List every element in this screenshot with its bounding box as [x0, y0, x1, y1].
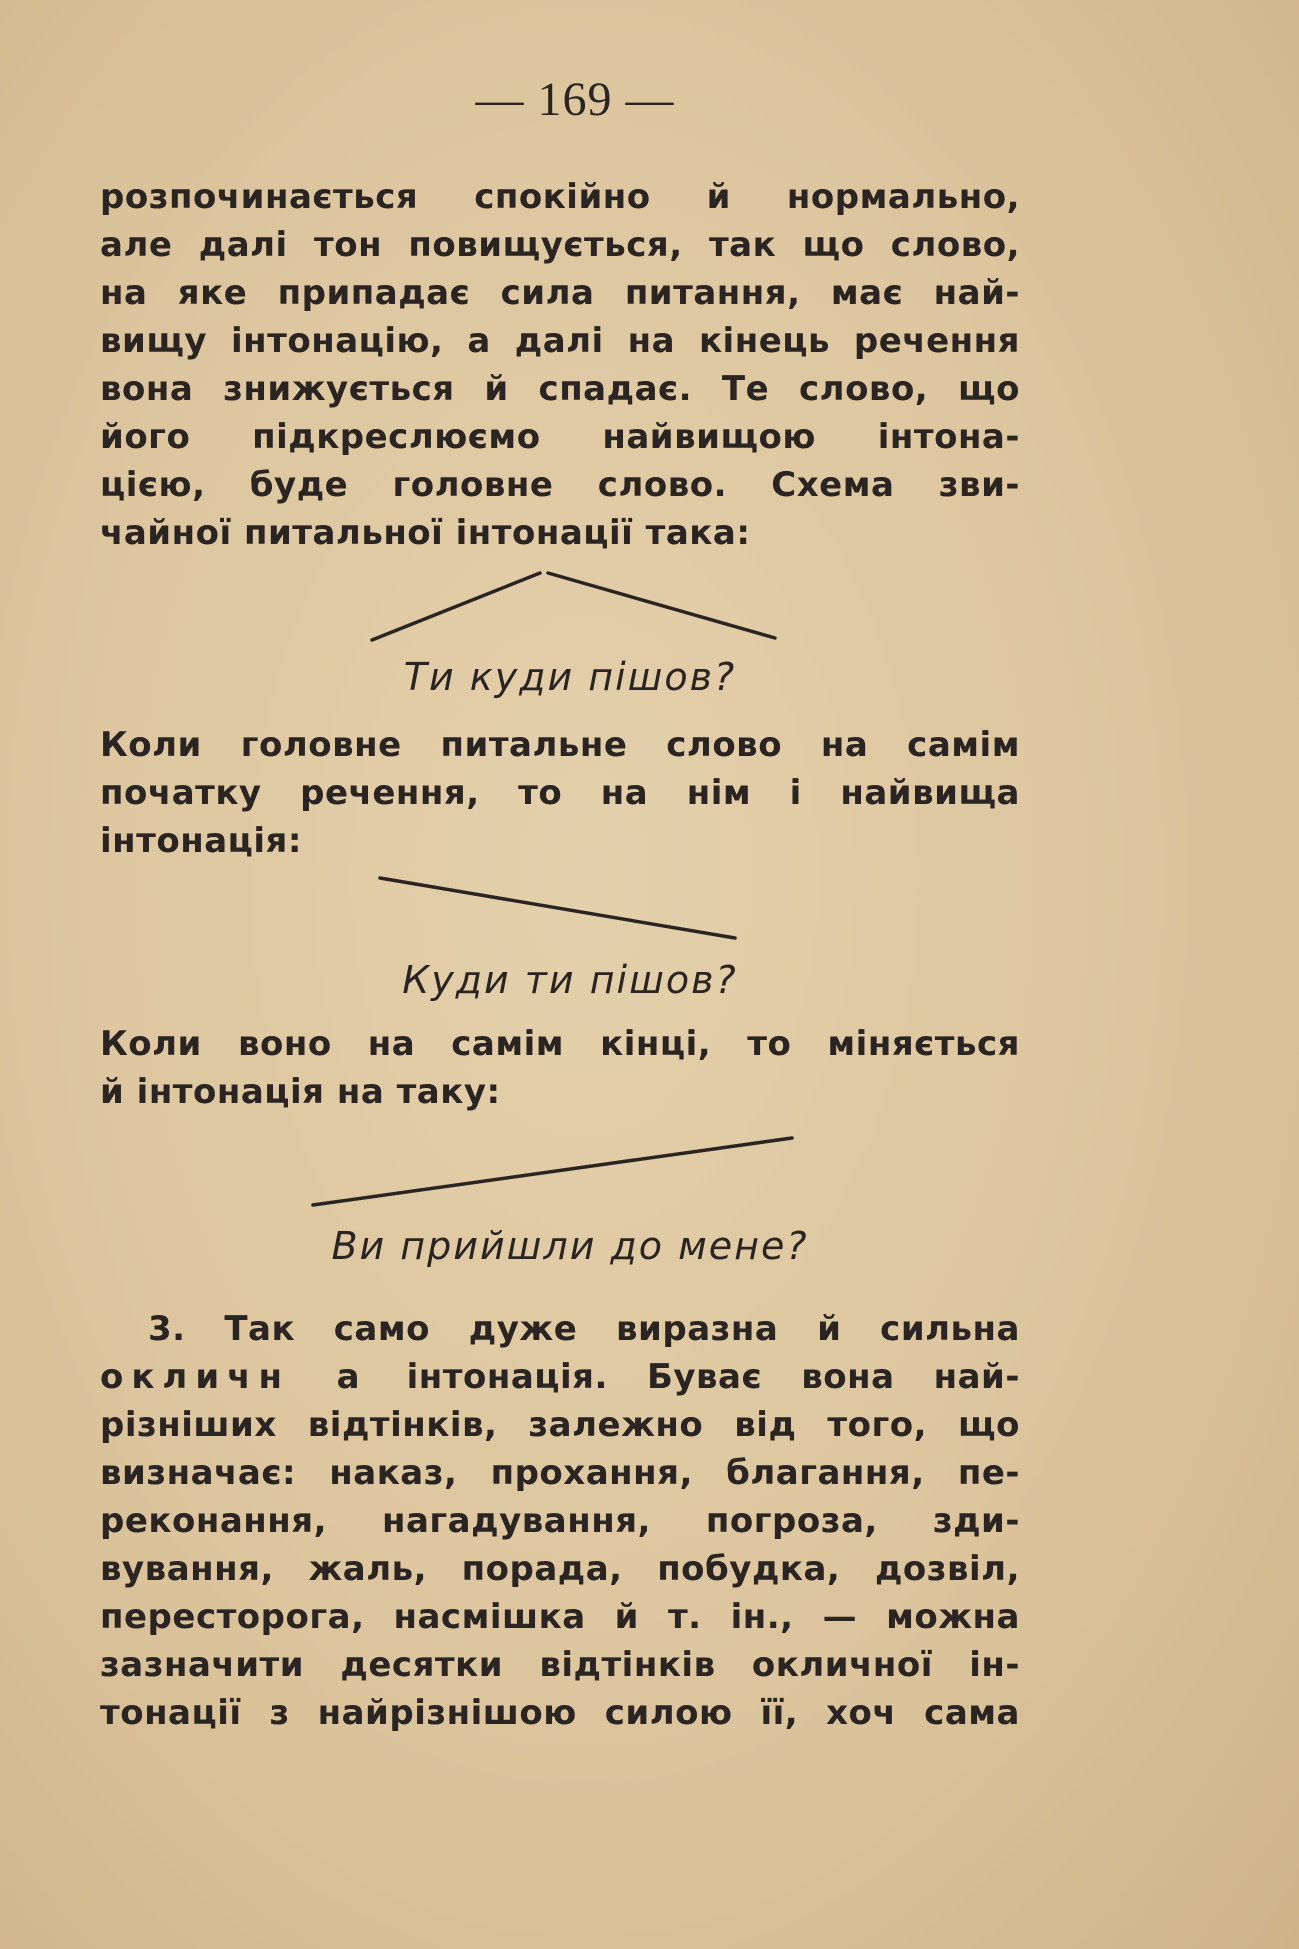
text-line: розпочинається спокійно й нормально, — [100, 177, 1020, 217]
text-line: пересторога, насмішка й т. ін., — можна — [100, 1597, 1020, 1637]
page-number: — 169 — — [475, 73, 675, 126]
text-line: реконання, нагадування, погроза, зди- — [100, 1501, 1020, 1541]
text-line: й інтонація на таку: — [100, 1072, 501, 1112]
text-line: чайної питальної інтонації така: — [100, 513, 751, 553]
text-line: визначає: наказ, прохання, благання, пе- — [100, 1453, 1020, 1493]
text-line: зазначити десятки відтінків окличної ін- — [100, 1645, 1020, 1685]
text-line: його підкреслюємо найвищою інтона- — [100, 417, 1020, 457]
text-line: але далі тон повищується, так що слово, — [100, 225, 1020, 265]
text-line: різніших відтінків, залежно від того, що — [100, 1405, 1020, 1445]
text-line: інтонація: — [100, 821, 302, 861]
text-line: початку речення, то на нім і найвища — [100, 773, 1020, 813]
text-line: тонації з найрізнішою силою її, хоч сама — [100, 1693, 1020, 1733]
text-line: цією, буде головне слово. Схема зви- — [100, 465, 1020, 505]
text-line: на яке припадає сила питання, має най- — [100, 273, 1020, 313]
intonation-rise-line — [313, 1138, 792, 1205]
text-line: Коли головне питальне слово на самім — [100, 725, 1020, 765]
emphasized-term: окличн а — [100, 1357, 368, 1397]
text-line: вищу інтонацію, а далі на кінець речення — [100, 321, 1020, 361]
paragraph-exclamatory-intonation — [100, 1305, 1020, 1737]
example-sentence-2: Куди ти пішов? — [402, 958, 738, 1002]
example-sentence-1: Ти куди пішов? — [403, 655, 737, 699]
text-line: вування, жаль, порада, побудка, дозвіл, — [100, 1549, 1020, 1589]
text-line: окличн а інтонація. Буває вона най- — [100, 1357, 1020, 1397]
text-line: Коли воно на самім кінці, то міняється — [100, 1024, 1020, 1064]
example-sentence-3: Ви прийшли до мене? — [331, 1224, 809, 1268]
text-line: вона знижується й спадає. Те слово, що — [100, 369, 1020, 409]
text-line: 3. Так само дуже виразна й сильна — [148, 1309, 1020, 1349]
